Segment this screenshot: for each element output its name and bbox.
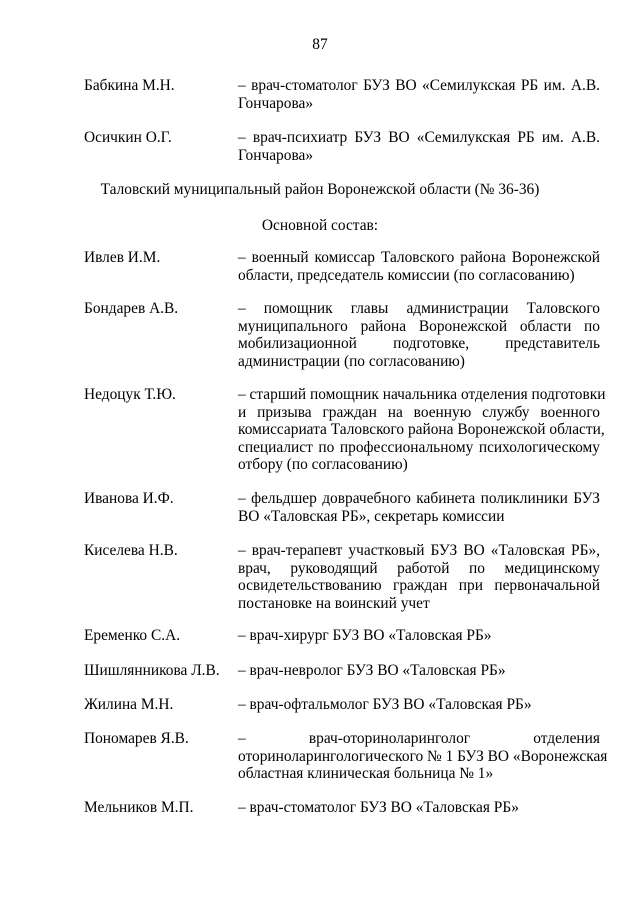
member-name: Шишлянникова Л.В. [84,662,220,679]
role-line: и призыва граждан на военную службу военного [238,403,600,421]
member-name: Киселева Н.В. [84,542,178,559]
role-line: – фельдшер доврачебного кабинета поликлиники БУЗ [238,490,600,507]
member-role [238,77,600,112]
member-name: Пономарев Я.В. [84,730,189,747]
role-line: комиссариата Таловского района Воронежской области, [238,421,605,438]
member-name: Жилина М.Н. [84,696,174,713]
member-role [238,300,600,370]
role-line: области, председатель комиссии (по согласованию) [238,266,575,284]
district-title: Таловский муниципальный район Воронежской области (№ 36-36) [100,181,540,198]
member-role [238,627,600,645]
member-role [238,730,608,783]
role-line: администрации (по согласованию) [238,352,465,370]
member-name: Бондарев А.В. [84,300,179,317]
member-role [238,696,600,714]
role-line: областная клиническая больница № 1» [238,765,494,782]
role-line: Гончарова» [238,146,314,164]
member-role [238,662,600,680]
role-line: – врач-офтальмолог БУЗ ВО «Таловская РБ» [238,696,532,713]
member-name: Осичкин О.Г. [84,129,172,146]
member-role [238,129,600,164]
role-line: врач, руководящий работой по медицинскому [238,559,600,577]
role-line: – врач-стоматолог БУЗ ВО «Таловская РБ» [238,799,519,816]
role-line: – врач-терапевт участковый БУЗ ВО «Таловская РБ», [238,542,600,559]
role-line: – врач-оториноларинголог отделения [238,730,600,747]
role-line: освидетельствованию граждан при первоначальной [238,577,600,594]
member-name: Иванова И.Ф. [84,490,174,507]
role-line: мобилизационной подготовке, представитель [238,335,600,352]
role-line: оториноларингологического № 1 БУЗ ВО «Воронежская [238,747,608,765]
page-number: 87 [312,36,328,53]
role-line: муниципального района Воронежской области по [238,317,600,335]
role-line: постановке на воинский учет [238,594,430,612]
role-line: – врач-стоматолог БУЗ ВО «Семилукская РБ им. А.В. [238,77,600,94]
role-line: отбору (по согласованию) [238,456,408,473]
member-name: Ивлев И.М. [84,249,161,266]
section-title: Основной состав: [261,217,379,234]
member-name: Мельников М.П. [84,799,194,816]
role-line: – помощник главы администрации Таловского [238,300,600,317]
role-line: Гончарова» [238,94,314,112]
role-line: – врач-невролог БУЗ ВО «Таловская РБ» [238,662,506,679]
member-name: Недоцук Т.Ю. [84,386,176,403]
member-role [238,799,600,817]
role-line: – врач-хирург БУЗ ВО «Таловская РБ» [238,627,492,644]
member-name: Еременко С.А. [84,627,181,644]
member-role [238,249,600,284]
member-role [238,386,606,474]
role-line: специалист по профессиональному психологическому [238,438,600,456]
member-role [238,542,600,612]
role-line: – врач-психиатр БУЗ ВО «Семилукская РБ им. А.В. [238,129,600,146]
role-line: – старший помощник начальника отделения подготовки [238,386,606,403]
member-role [238,490,600,525]
role-line: ВО «Таловская РБ», секретарь комиссии [238,507,505,525]
member-name: Бабкина М.Н. [84,77,175,94]
role-line: – военный комиссар Таловского района Воронежской [238,249,600,266]
